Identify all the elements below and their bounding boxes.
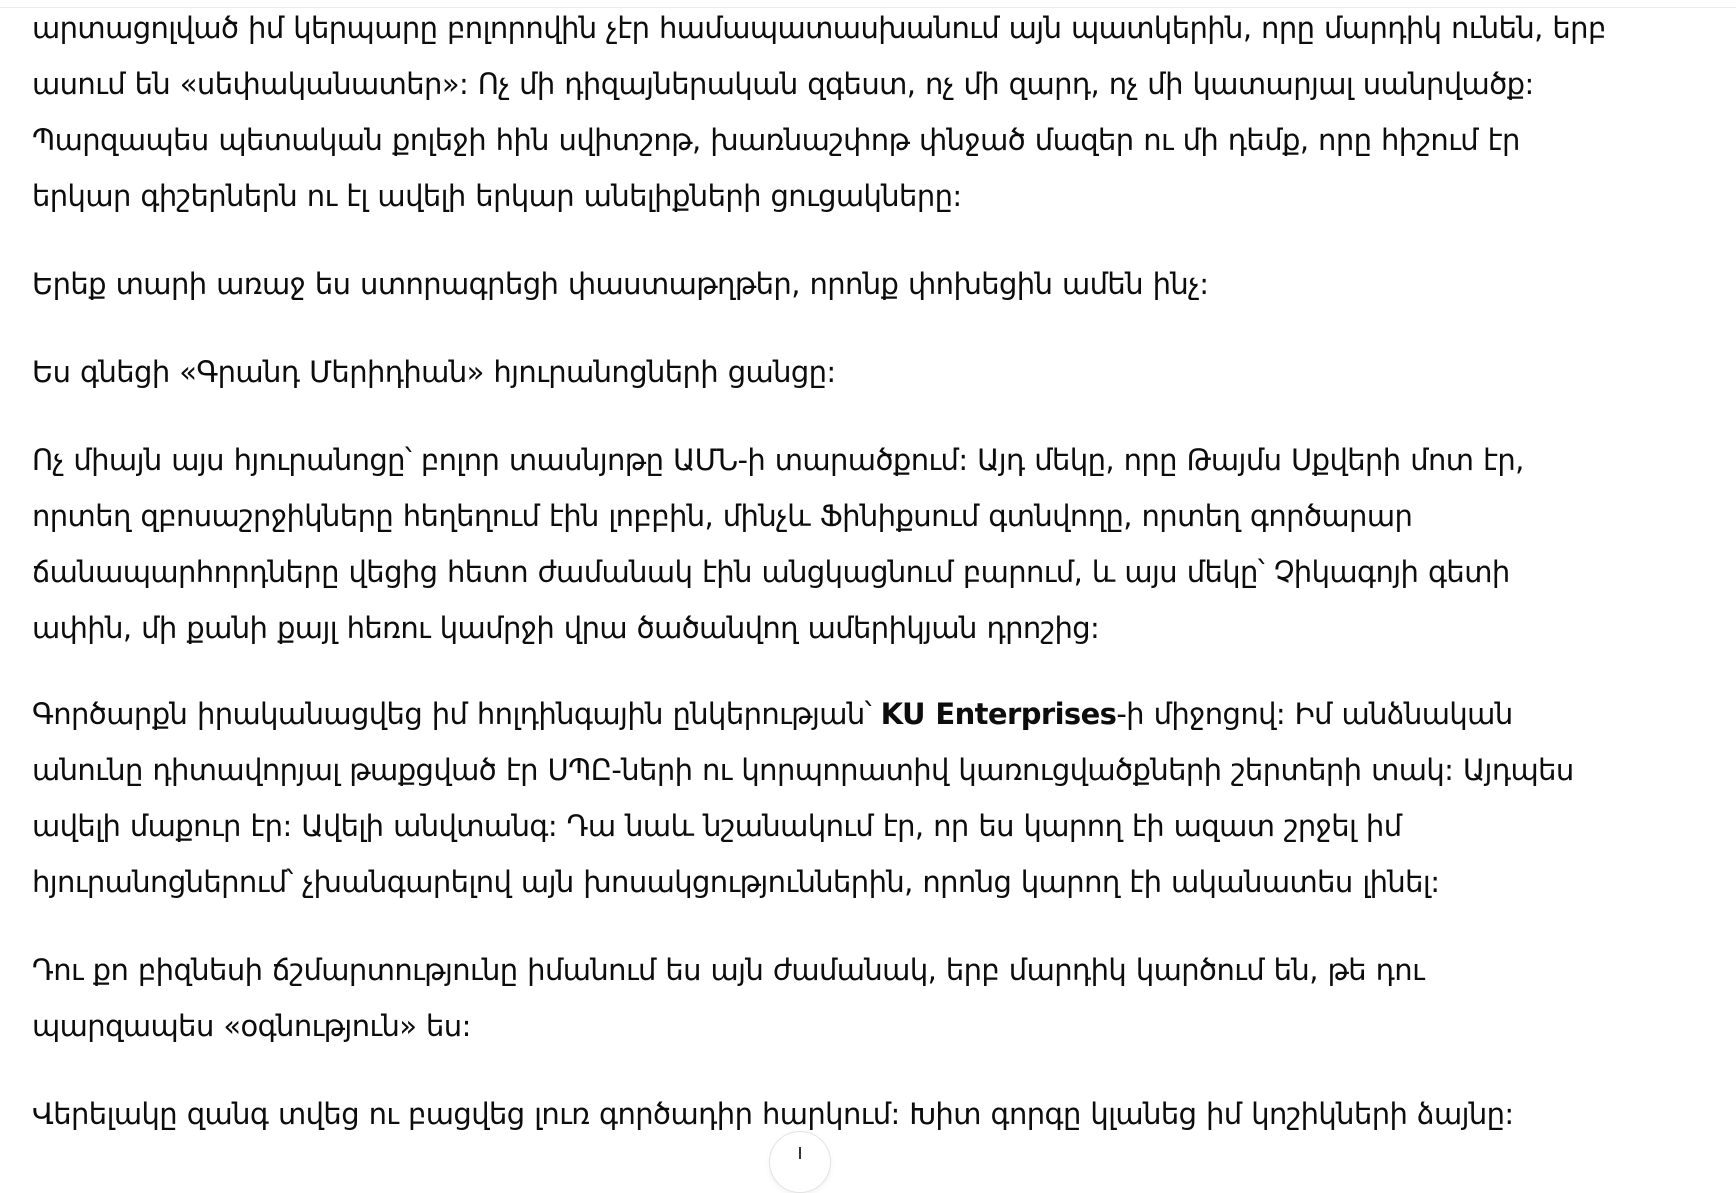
- paragraph-holding-company-rest: -ի միջոցով: Իմ անձնական անունը դիտավորյալ թաքցված էր ՍՊԸ-ների ու կորպորատիվ կառուցվածքների շերտերի տակ: Այդպես ավելի մաքուր էր: Ավելի անվտանգ: Դա նաև նշանակում էր, որ ես կարող էի ազատ շրջել իմ հյուրանոցներում՝ չխանգարելով այն խոսակցություններին, որոնց կարող էի ականատես լինել:: [32, 697, 1574, 899]
- paragraph-signed-documents: Երեք տարի առաջ ես ստորագրեցի փաստաթղթեր, որոնք փոխեցին ամեն ինչ:: [32, 267, 1209, 301]
- paragraph-bought-hotels: Ես գնեցի «Գրանդ Մերիդիան» հյուրանոցների ցանցը:: [32, 355, 836, 389]
- paragraph-seventeen-hotels: Ոչ միայն այս հյուրանոցը՝ բոլոր տասնյոթը ԱՄՆ-ի տարածքում: Այդ մեկը, որը Թայմս Սքվերի մոտ էր, որտեղ զբոսաշրջիկները հեղեղում էին լոբբին, մինչև Ֆինիքսում գտնվողը, որտեղ գործարար ճանապարհորդները վեցից հետո ժամանակ էին անցկացնում բարում, և այս մեկը՝ Չիկագոյի գետի ափին, մի քանի քայլ հեռու կամրջի վրա ծածանվող ամերիկյան դրոշից:: [32, 443, 1524, 645]
- paragraph-holding-company: [32, 686, 1612, 910]
- arrow-down-icon: [799, 1147, 801, 1159]
- paragraph-elevator: Վերելակը զանգ տվեց ու բացվեց լուռ գործադիր հարկում: Խիտ գորգը կլանեց իմ կոշիկների ձայնը:: [32, 1097, 1514, 1131]
- paragraph-business-truth: Դու քո բիզնեսի ճշմարտությունը իմանում ես այն ժամանակ, երբ մարդիկ կարծում են, թե դու պարզապես «օգնություն» ես:: [32, 953, 1425, 1043]
- paragraph-holding-company-intro: Գործարքն իրականացվեց իմ հոլդինգային ընկերության՝: [32, 697, 881, 731]
- company-name: KU Enterprises: [880, 697, 1117, 731]
- scroll-to-bottom-button[interactable]: [769, 1131, 831, 1193]
- paragraph-appearance: արտացոլված իմ կերպարը բոլորովին չէր համապատասխանում այն պատկերին, որը մարդիկ ունեն, երբ ասում են «սեփականատեր»: Ոչ մի դիզայներական զգեստ, ոչ մի զարդ, ոչ մի կատարյալ սանրվածք: Պարզապես պետական քոլեջի հին սվիտշոթ, խառնաշփոթ փնջած մազեր ու մի դեմք, որը հիշում էր երկար գիշերներն ու էլ ավելի երկար անելիքների ցուցակները:: [32, 11, 1606, 213]
